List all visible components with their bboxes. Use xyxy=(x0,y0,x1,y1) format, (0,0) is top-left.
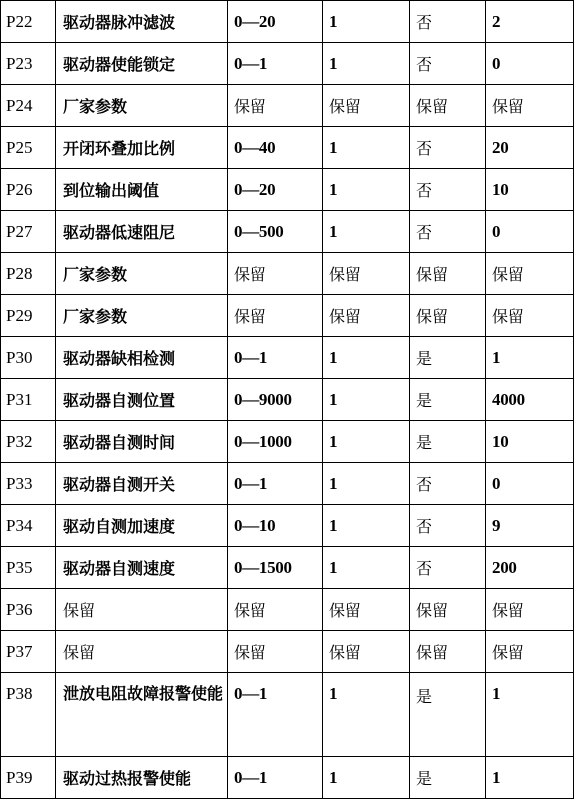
table-row xyxy=(1,673,574,757)
table-row xyxy=(1,505,574,547)
cell-code: P37 xyxy=(1,631,56,673)
table-row xyxy=(1,43,574,85)
cell-flag: 是 xyxy=(410,757,486,799)
cell-step: 1 xyxy=(323,505,410,547)
cell-code: P26 xyxy=(1,169,56,211)
cell-code: P29 xyxy=(1,295,56,337)
cell-default: 1 xyxy=(486,673,574,757)
cell-default: 9 xyxy=(486,505,574,547)
cell-range: 0—1 xyxy=(228,43,323,85)
cell-range: 0—9000 xyxy=(228,379,323,421)
cell-code: P36 xyxy=(1,589,56,631)
cell-default: 0 xyxy=(486,211,574,253)
cell-default: 10 xyxy=(486,169,574,211)
cell-name: 厂家参数 xyxy=(56,253,228,295)
cell-step: 1 xyxy=(323,421,410,463)
cell-range: 保留 xyxy=(228,295,323,337)
cell-name: 驱动过热报警使能 xyxy=(56,757,228,799)
table-row xyxy=(1,379,574,421)
cell-name: 驱动器自测开关 xyxy=(56,463,228,505)
cell-name: 厂家参数 xyxy=(56,295,228,337)
cell-step: 保留 xyxy=(323,253,410,295)
table-row xyxy=(1,85,574,127)
table-row xyxy=(1,757,574,799)
cell-name: 驱动器缺相检测 xyxy=(56,337,228,379)
cell-range: 0—20 xyxy=(228,169,323,211)
cell-flag: 否 xyxy=(410,505,486,547)
table-row xyxy=(1,463,574,505)
table-row xyxy=(1,211,574,253)
cell-step: 1 xyxy=(323,547,410,589)
cell-name: 保留 xyxy=(56,589,228,631)
cell-name: 驱动器自测时间 xyxy=(56,421,228,463)
cell-default: 1 xyxy=(486,337,574,379)
cell-flag: 否 xyxy=(410,547,486,589)
cell-flag: 保留 xyxy=(410,631,486,673)
cell-range: 0—1 xyxy=(228,673,323,757)
cell-range: 0—1000 xyxy=(228,421,323,463)
cell-flag: 否 xyxy=(410,43,486,85)
cell-step: 1 xyxy=(323,463,410,505)
cell-range: 0—500 xyxy=(228,211,323,253)
cell-code: P27 xyxy=(1,211,56,253)
table-row xyxy=(1,631,574,673)
cell-name: 驱动器脉冲滤波 xyxy=(56,1,228,43)
cell-name: 驱动器自测速度 xyxy=(56,547,228,589)
cell-step: 保留 xyxy=(323,85,410,127)
cell-code: P24 xyxy=(1,85,56,127)
cell-default: 0 xyxy=(486,43,574,85)
cell-range: 0—10 xyxy=(228,505,323,547)
cell-flag: 是 xyxy=(410,337,486,379)
cell-default: 200 xyxy=(486,547,574,589)
cell-default: 1 xyxy=(486,757,574,799)
table-row xyxy=(1,337,574,379)
cell-code: P23 xyxy=(1,43,56,85)
cell-range: 0—1 xyxy=(228,757,323,799)
table-row xyxy=(1,253,574,295)
cell-default: 2 xyxy=(486,1,574,43)
cell-code: P28 xyxy=(1,253,56,295)
cell-name: 到位输出阈值 xyxy=(56,169,228,211)
cell-name: 驱动自测加速度 xyxy=(56,505,228,547)
cell-default: 保留 xyxy=(486,631,574,673)
cell-default: 保留 xyxy=(486,589,574,631)
cell-step: 1 xyxy=(323,379,410,421)
cell-code: P39 xyxy=(1,757,56,799)
cell-flag: 否 xyxy=(410,127,486,169)
cell-range: 0—20 xyxy=(228,1,323,43)
cell-code: P33 xyxy=(1,463,56,505)
cell-name: 开闭环叠加比例 xyxy=(56,127,228,169)
cell-step: 1 xyxy=(323,337,410,379)
cell-range: 0—1 xyxy=(228,463,323,505)
cell-range: 0—1 xyxy=(228,337,323,379)
cell-range: 保留 xyxy=(228,85,323,127)
cell-name: 驱动器使能锁定 xyxy=(56,43,228,85)
cell-step: 保留 xyxy=(323,589,410,631)
cell-default: 保留 xyxy=(486,253,574,295)
cell-range: 保留 xyxy=(228,589,323,631)
cell-name: 厂家参数 xyxy=(56,85,228,127)
cell-range: 0—40 xyxy=(228,127,323,169)
table-row xyxy=(1,169,574,211)
cell-code: P30 xyxy=(1,337,56,379)
cell-name: 泄放电阻故障报警使能 xyxy=(56,673,228,757)
cell-step: 1 xyxy=(323,127,410,169)
cell-step: 保留 xyxy=(323,631,410,673)
cell-code: P34 xyxy=(1,505,56,547)
cell-step: 1 xyxy=(323,211,410,253)
cell-step: 保留 xyxy=(323,295,410,337)
cell-step: 1 xyxy=(323,1,410,43)
cell-default: 10 xyxy=(486,421,574,463)
table-row xyxy=(1,127,574,169)
cell-flag: 保留 xyxy=(410,295,486,337)
cell-step: 1 xyxy=(323,673,410,757)
cell-flag: 是 xyxy=(410,379,486,421)
cell-range: 保留 xyxy=(228,631,323,673)
cell-flag: 是 xyxy=(410,421,486,463)
cell-code: P31 xyxy=(1,379,56,421)
cell-flag: 否 xyxy=(410,463,486,505)
cell-code: P38 xyxy=(1,673,56,757)
cell-name: 驱动器低速阻尼 xyxy=(56,211,228,253)
cell-flag: 保留 xyxy=(410,253,486,295)
cell-name: 驱动器自测位置 xyxy=(56,379,228,421)
table-row xyxy=(1,547,574,589)
cell-default: 0 xyxy=(486,463,574,505)
cell-code: P32 xyxy=(1,421,56,463)
table-row xyxy=(1,421,574,463)
cell-name: 保留 xyxy=(56,631,228,673)
cell-default: 20 xyxy=(486,127,574,169)
cell-flag: 保留 xyxy=(410,85,486,127)
cell-flag: 否 xyxy=(410,211,486,253)
cell-step: 1 xyxy=(323,169,410,211)
parameter-table-body xyxy=(1,1,574,799)
cell-flag: 否 xyxy=(410,1,486,43)
cell-flag: 是 xyxy=(410,673,486,757)
table-row xyxy=(1,295,574,337)
table-row xyxy=(1,1,574,43)
cell-range: 保留 xyxy=(228,253,323,295)
cell-code: P22 xyxy=(1,1,56,43)
cell-code: P25 xyxy=(1,127,56,169)
cell-step: 1 xyxy=(323,43,410,85)
cell-code: P35 xyxy=(1,547,56,589)
cell-default: 保留 xyxy=(486,295,574,337)
cell-flag: 否 xyxy=(410,169,486,211)
cell-default: 保留 xyxy=(486,85,574,127)
table-row xyxy=(1,589,574,631)
cell-step: 1 xyxy=(323,757,410,799)
cell-default: 4000 xyxy=(486,379,574,421)
cell-range: 0—1500 xyxy=(228,547,323,589)
cell-flag: 保留 xyxy=(410,589,486,631)
